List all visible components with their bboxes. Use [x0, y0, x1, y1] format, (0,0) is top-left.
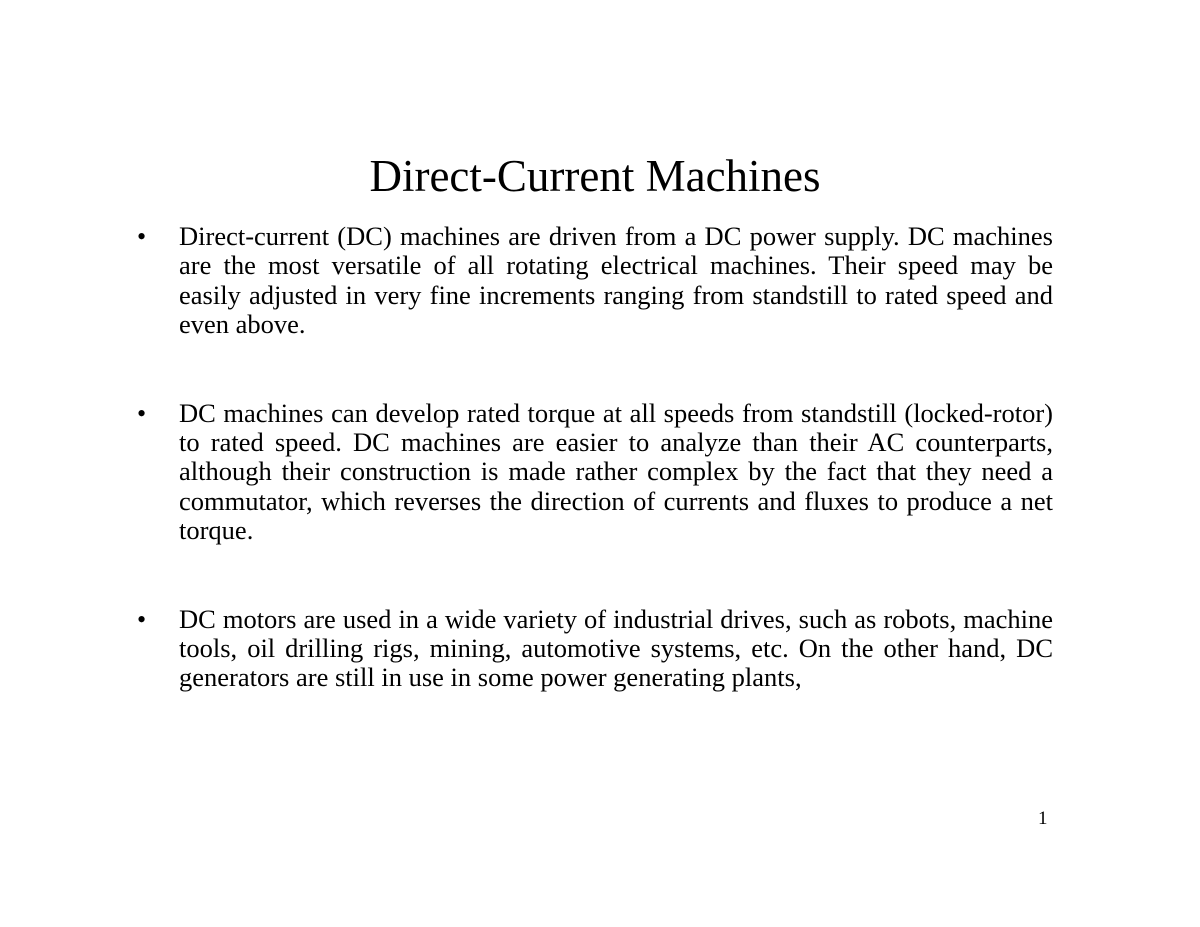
bullet-icon: •	[137, 604, 147, 634]
bullet-text: DC motors are used in a wide variety of industrial drives, such as robots, machine tools, oil drilling rigs, mining, automotive systems, etc. On the other hand, DC generators are still in use in some power generating plants,	[179, 603, 1053, 693]
bullet-item-rated-torque	[137, 399, 1053, 546]
slide-title: Direct-Current Machines	[369, 151, 821, 201]
bullet-item-applications	[137, 605, 1053, 693]
bullet-list	[137, 222, 1053, 752]
bullet-text: Direct-current (DC) machines are driven from a DC power supply. DC machines are the most versatile of all rotating electrical machines. Their speed may be easily adjusted in very fine increments ranging from standstill to rated speed and even above.	[179, 221, 1053, 340]
bullet-icon: •	[137, 222, 147, 251]
page-number: 1	[1038, 808, 1048, 829]
bullet-item-dc-power-supply	[137, 222, 1053, 340]
bullet-icon: •	[137, 398, 147, 428]
bullet-text: DC machines can develop rated torque at all speeds from standstill (locked-rotor) to rated speed. DC machines are easier to analyze than their AC counterparts, although their construction is made rather complex by the fact that they need a commutator, which reverses the direction of currents and fluxes to produce a net torque.	[179, 397, 1053, 546]
